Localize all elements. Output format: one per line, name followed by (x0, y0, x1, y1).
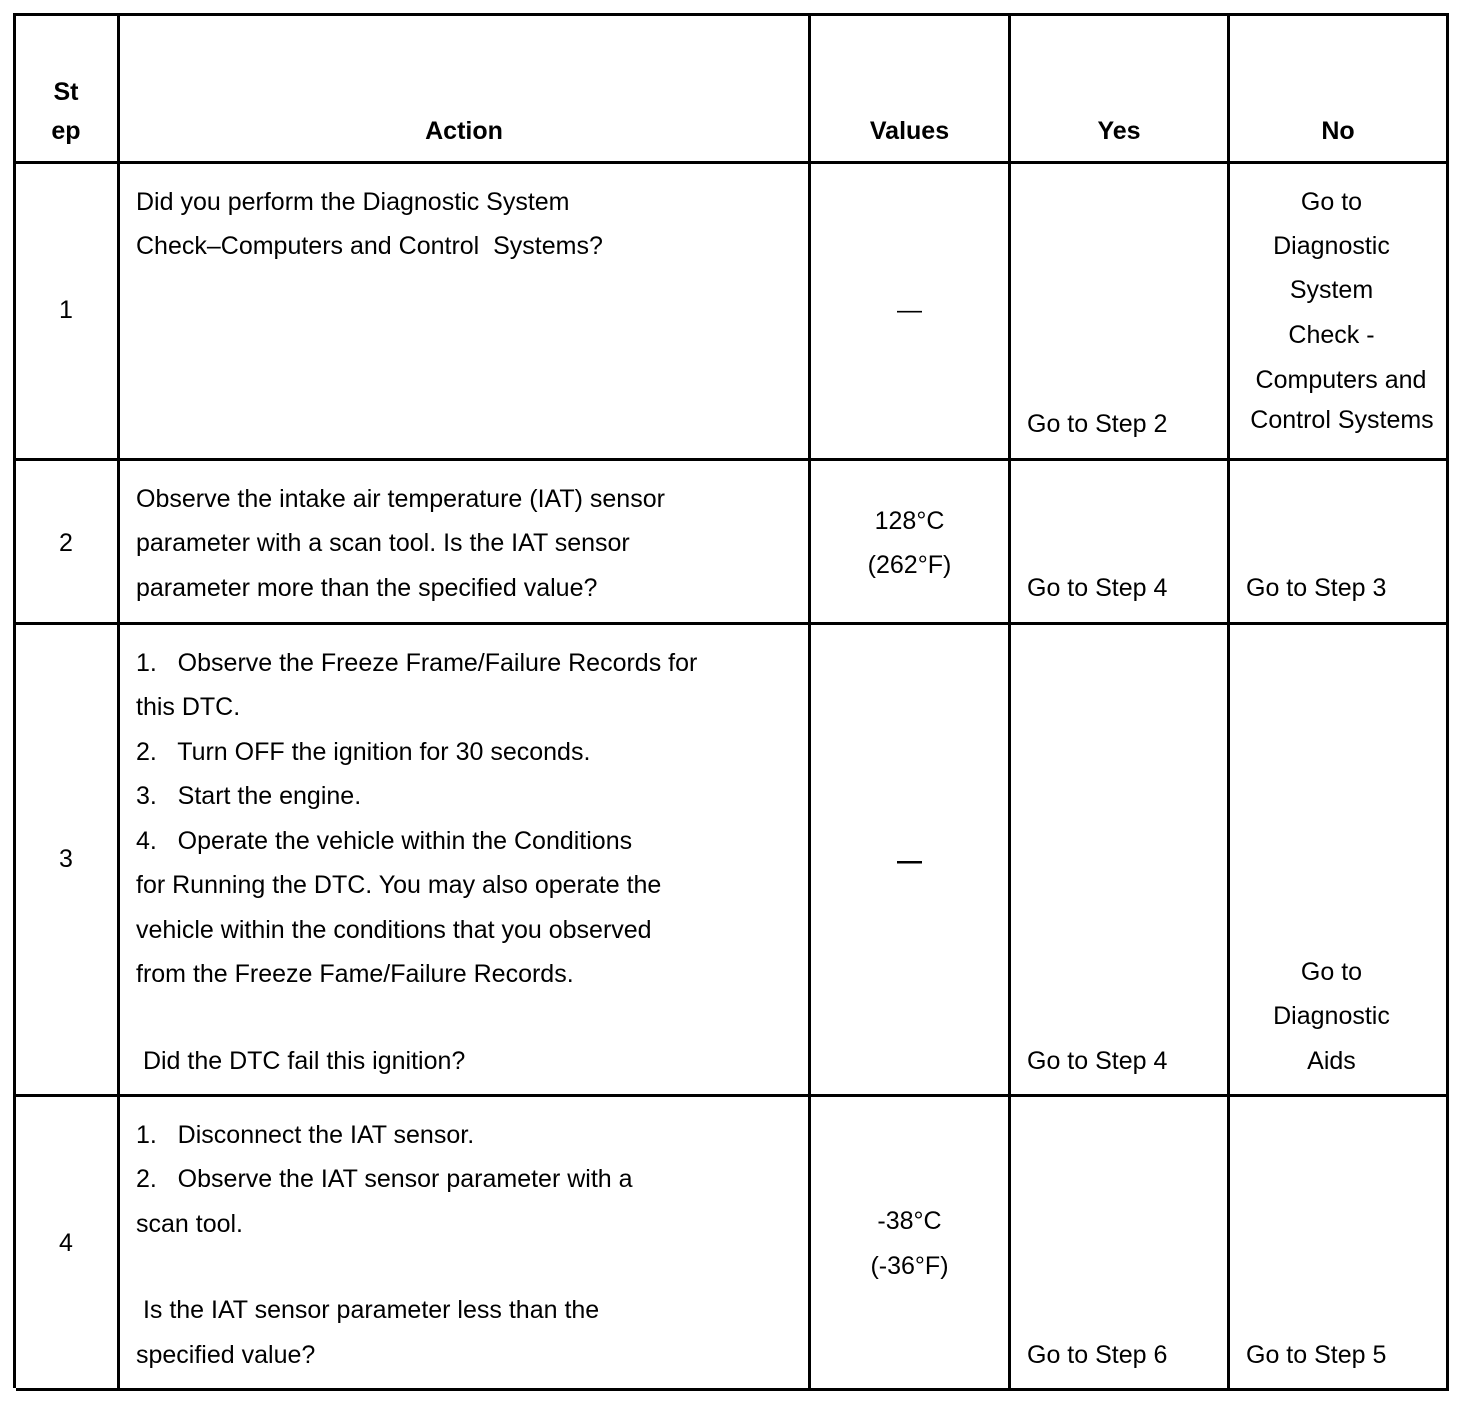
table-row-action (120, 461, 811, 625)
step-number: 4 (59, 1229, 73, 1257)
value-line: — (897, 296, 922, 324)
yes-link: Go to Step 4 (1027, 574, 1168, 602)
no-line: System (1289, 276, 1374, 304)
table-row-step (16, 461, 120, 625)
step-number: 1 (59, 296, 73, 324)
header-action-label: Action (425, 117, 503, 145)
no-line: Diagnostic (1273, 1002, 1390, 1030)
action-line: 3. Start the engine. (136, 782, 362, 810)
value-line: 128°C (874, 507, 945, 535)
table-row-yes (1011, 461, 1230, 625)
no-line: Aids (1307, 1047, 1356, 1075)
table-row-no (1230, 1097, 1449, 1391)
table-row-yes (1011, 1097, 1230, 1391)
action-line: Did you perform the Diagnostic System (136, 188, 570, 216)
table-row-no (1230, 164, 1449, 461)
table-row-step (16, 625, 120, 1097)
action-line: 4. Operate the vehicle within the Conditions (136, 827, 633, 855)
value-line: — (897, 847, 922, 875)
header-step (16, 16, 120, 164)
no-line: Go to (1300, 958, 1363, 986)
table-row-action (120, 164, 811, 461)
action-line: for Running the DTC. You may also operate the (136, 871, 662, 899)
no-line: Go to (1300, 188, 1363, 216)
action-line: vehicle within the conditions that you observed (136, 916, 652, 944)
no-line: Computers and (1255, 366, 1427, 394)
table-row-yes (1011, 625, 1230, 1097)
action-line: Check–Computers and Control Systems? (136, 232, 603, 260)
header-yes-label: Yes (1097, 117, 1141, 145)
value-line: (262°F) (867, 551, 952, 579)
action-line: 2. Observe the IAT sensor parameter with a (136, 1165, 633, 1193)
action-line: parameter with a scan tool. Is the IAT sensor (136, 529, 630, 557)
table-row-action (120, 1097, 811, 1391)
table-row-step (16, 164, 120, 461)
no-line: Control Systems (1250, 406, 1434, 434)
action-line: Did the DTC fail this ignition? (136, 1047, 466, 1075)
table-row-values (811, 164, 1011, 461)
header-step-line2: ep (51, 117, 81, 145)
action-line: this DTC. (136, 693, 241, 721)
header-no-label: No (1321, 117, 1355, 145)
action-line: 1. Observe the Freeze Frame/Failure Records for (136, 649, 698, 677)
header-yes (1011, 16, 1230, 164)
yes-link: Go to Step 2 (1027, 410, 1168, 438)
header-values (811, 16, 1011, 164)
action-line: 2. Turn OFF the ignition for 30 seconds. (136, 738, 591, 766)
table-row-yes (1011, 164, 1230, 461)
header-no (1230, 16, 1449, 164)
header-action (120, 16, 811, 164)
table-row-no (1230, 461, 1449, 625)
action-line: 1. Disconnect the IAT sensor. (136, 1121, 475, 1149)
yes-link: Go to Step 4 (1027, 1047, 1168, 1075)
table-row-step (16, 1097, 120, 1391)
header-step-line1: St (53, 78, 79, 106)
no-line: Go to Step 3 (1246, 574, 1387, 602)
action-line: specified value? (136, 1341, 316, 1369)
action-line: parameter more than the specified value? (136, 574, 598, 602)
table-row-values (811, 1097, 1011, 1391)
value-line: -38°C (877, 1207, 942, 1235)
table-row-values (811, 625, 1011, 1097)
action-line: scan tool. (136, 1210, 244, 1238)
no-line: Check - (1288, 321, 1375, 349)
action-line: Is the IAT sensor parameter less than the (136, 1296, 600, 1324)
table-row-no (1230, 625, 1449, 1097)
table-row-action (120, 625, 811, 1097)
action-line: from the Freeze Fame/Failure Records. (136, 960, 574, 988)
yes-link: Go to Step 6 (1027, 1341, 1168, 1369)
table-row-values (811, 461, 1011, 625)
no-line: Go to Step 5 (1246, 1341, 1387, 1369)
value-line: (-36°F) (870, 1252, 949, 1280)
step-number: 3 (59, 845, 73, 873)
step-number: 2 (59, 529, 73, 557)
header-values-label: Values (869, 117, 950, 145)
diagnostic-table (13, 13, 1449, 1388)
no-line: Diagnostic (1273, 232, 1390, 260)
action-line: Observe the intake air temperature (IAT) sensor (136, 485, 665, 513)
